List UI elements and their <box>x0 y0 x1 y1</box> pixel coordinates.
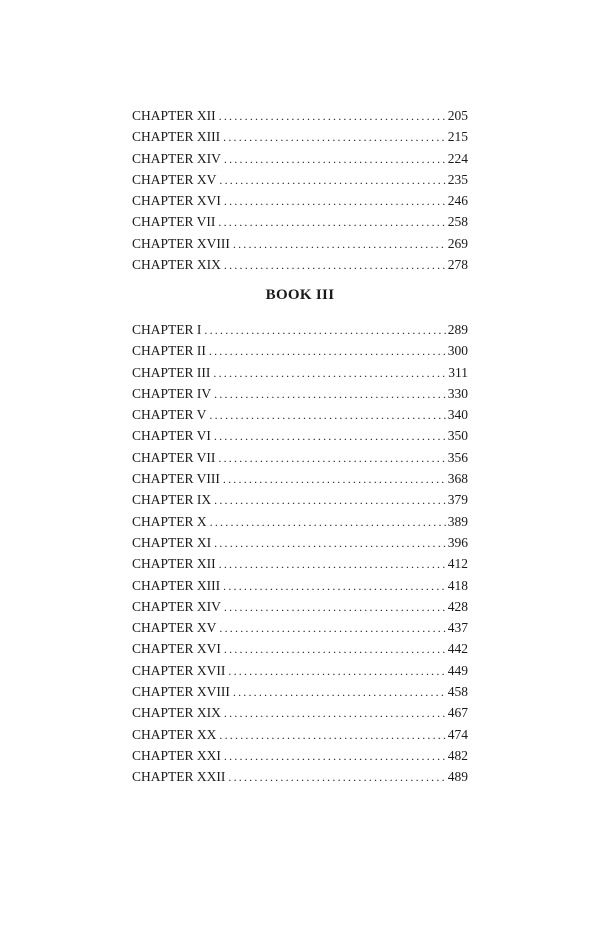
chapter-label: CHAPTER IX <box>132 492 212 508</box>
toc-entry[interactable] <box>132 340 468 361</box>
book-heading: BOOK III <box>265 287 335 303</box>
toc-entry[interactable] <box>132 575 468 596</box>
dot-leader <box>228 767 445 788</box>
dot-leader <box>228 661 445 682</box>
chapter-label: CHAPTER VI <box>132 428 211 444</box>
toc-entry[interactable] <box>132 404 468 425</box>
page-number: 449 <box>447 662 468 678</box>
toc-entry[interactable] <box>132 511 468 532</box>
chapter-label: CHAPTER XVIII <box>132 684 230 700</box>
toc-entry[interactable] <box>132 532 468 553</box>
dot-leader <box>214 533 446 554</box>
toc-entry[interactable] <box>132 745 468 766</box>
chapter-label: CHAPTER XII <box>132 108 216 123</box>
chapter-label: CHAPTER V <box>132 407 207 423</box>
chapter-label: CHAPTER XVII <box>132 662 226 678</box>
dot-leader <box>214 426 446 447</box>
chapter-label: CHAPTER I <box>132 322 202 337</box>
chapter-label: CHAPTER III <box>132 364 211 380</box>
page-number: 278 <box>447 257 468 273</box>
page-number: 311 <box>448 364 468 380</box>
dot-leader <box>224 597 446 618</box>
chapter-label: CHAPTER IV <box>132 385 212 401</box>
dot-leader <box>209 341 446 362</box>
toc-entry[interactable] <box>132 126 468 147</box>
page-number: 215 <box>447 129 468 145</box>
page-number: 379 <box>447 492 468 508</box>
toc-entry[interactable] <box>132 766 468 787</box>
chapter-label: CHAPTER X <box>132 513 207 529</box>
chapter-label: CHAPTER XIV <box>132 598 221 614</box>
dot-leader <box>223 576 446 597</box>
toc-entry[interactable] <box>132 362 468 383</box>
toc-entry[interactable] <box>132 489 468 510</box>
dot-leader <box>219 725 445 746</box>
chapter-label: CHAPTER XVI <box>132 193 221 209</box>
chapter-label: CHAPTER XV <box>132 171 217 187</box>
toc-entry[interactable] <box>132 233 468 254</box>
chapter-label: CHAPTER XXII <box>132 769 226 785</box>
page-number: 300 <box>447 343 468 359</box>
page-number: 489 <box>447 769 468 785</box>
toc-entry[interactable] <box>132 468 468 489</box>
page-number: 205 <box>447 108 468 123</box>
toc-entry[interactable] <box>132 254 468 275</box>
dot-leader <box>209 405 445 426</box>
page-number: 258 <box>447 214 468 230</box>
toc-entry[interactable] <box>132 148 468 169</box>
page-number: 458 <box>447 684 468 700</box>
page-number: 330 <box>447 385 468 401</box>
toc-entry[interactable] <box>132 617 468 638</box>
page-number: 269 <box>447 235 468 251</box>
dot-leader <box>224 746 446 767</box>
toc-entry[interactable] <box>132 105 468 126</box>
toc-entry[interactable] <box>132 383 468 404</box>
dot-leader <box>214 384 446 405</box>
page-number: 340 <box>447 407 468 423</box>
dot-leader <box>233 234 446 255</box>
chapter-label: CHAPTER XIV <box>132 150 221 166</box>
dot-leader <box>219 106 446 127</box>
chapter-label: CHAPTER VII <box>132 449 216 465</box>
page-number: 442 <box>447 641 468 657</box>
page-number: 289 <box>447 322 468 337</box>
chapter-label: CHAPTER XIX <box>132 257 221 273</box>
toc-entry[interactable] <box>132 681 468 702</box>
page-number: 396 <box>447 534 468 550</box>
chapter-label: CHAPTER XXI <box>132 747 221 763</box>
page-number: 474 <box>447 726 468 742</box>
page-number: 389 <box>447 513 468 529</box>
toc-entry[interactable] <box>132 596 468 617</box>
toc-entry[interactable] <box>132 319 468 340</box>
toc-entry[interactable] <box>132 425 468 446</box>
page-number: 368 <box>447 471 468 487</box>
page-number: 482 <box>447 747 468 763</box>
dot-leader <box>204 320 445 341</box>
dot-leader <box>219 170 445 191</box>
page-number: 437 <box>447 620 468 636</box>
dot-leader <box>213 363 446 384</box>
toc-entry[interactable] <box>132 169 468 190</box>
chapter-label: CHAPTER XVI <box>132 641 221 657</box>
chapter-label: CHAPTER XX <box>132 726 217 742</box>
dot-leader <box>218 212 445 233</box>
chapter-label: CHAPTER XIII <box>132 577 221 593</box>
chapter-label: CHAPTER XVIII <box>132 235 230 251</box>
page-number: 428 <box>447 598 468 614</box>
toc-list-book-ii-continued <box>132 105 468 275</box>
chapter-label: CHAPTER XI <box>132 534 212 550</box>
chapter-label: CHAPTER XIII <box>132 129 221 145</box>
page-number: 350 <box>447 428 468 444</box>
toc-entry[interactable] <box>132 660 468 681</box>
page-number: 235 <box>447 171 468 187</box>
dot-leader <box>219 618 445 639</box>
chapter-label: CHAPTER II <box>132 343 206 359</box>
dot-leader <box>218 448 445 469</box>
dot-leader <box>224 639 446 660</box>
toc-entry[interactable] <box>132 211 468 232</box>
dot-leader <box>233 682 446 703</box>
chapter-label: CHAPTER VIII <box>132 471 220 487</box>
dot-leader <box>210 512 446 533</box>
dot-leader <box>219 554 446 575</box>
chapter-label: CHAPTER VII <box>132 214 216 230</box>
page-number: 246 <box>447 193 468 209</box>
dot-leader <box>223 469 446 490</box>
chapter-label: CHAPTER XV <box>132 620 217 636</box>
dot-leader <box>223 127 446 148</box>
chapter-label: CHAPTER XIX <box>132 705 221 721</box>
dot-leader <box>224 191 446 212</box>
toc-entry[interactable] <box>132 702 468 723</box>
page-number: 418 <box>447 577 468 593</box>
dot-leader <box>224 255 446 276</box>
page-number: 356 <box>447 449 468 465</box>
toc-entry[interactable] <box>132 724 468 745</box>
toc-list-book-iii <box>132 319 468 788</box>
toc-entry[interactable] <box>132 190 468 211</box>
toc-entry[interactable] <box>132 638 468 659</box>
dot-leader <box>224 703 446 724</box>
page-number: 412 <box>447 556 468 572</box>
dot-leader <box>224 149 446 170</box>
toc-entry[interactable] <box>132 553 468 574</box>
page-number: 467 <box>447 705 468 721</box>
chapter-label: CHAPTER XII <box>132 556 216 572</box>
dot-leader <box>214 490 446 511</box>
toc-entry[interactable] <box>132 447 468 468</box>
page-number: 224 <box>447 150 468 166</box>
